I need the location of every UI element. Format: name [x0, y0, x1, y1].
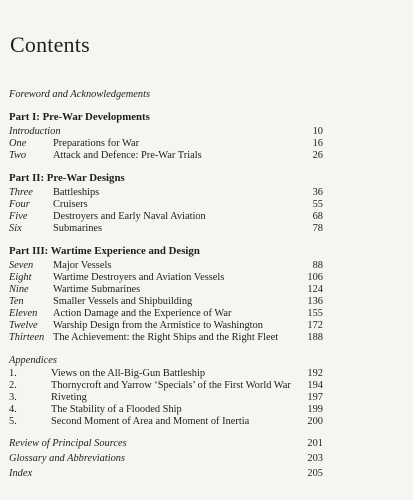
toc-entry [9, 150, 323, 162]
chapter-number: Eight [9, 272, 32, 283]
page-number: 205 [307, 468, 323, 479]
toc-entry [9, 272, 323, 284]
toc-entry [9, 332, 323, 344]
chapter-number: Thirteen [9, 332, 45, 343]
page-number: 192 [307, 368, 323, 379]
chapter-number: One [9, 138, 27, 149]
page-number: 78 [312, 223, 323, 234]
entry-title: Destroyers and Early Naval Aviation [53, 211, 206, 222]
toc-entry [9, 211, 323, 223]
page-number: 16 [312, 138, 323, 149]
page-number: 10 [312, 126, 323, 137]
entry-title: Attack and Defence: Pre-War Trials [53, 150, 202, 161]
appendices-heading: Appendices [9, 355, 57, 366]
entry-title: Index [9, 468, 33, 479]
toc-entry [9, 453, 323, 465]
toc-entry [9, 296, 323, 308]
page-number: 26 [312, 150, 323, 161]
entry-title: Wartime Destroyers and Aviation Vessels [53, 272, 225, 283]
page-number: 172 [307, 320, 323, 331]
entry-title: Battleships [53, 187, 100, 198]
entry-title: Warship Design from the Armistice to Washington [53, 320, 263, 331]
toc-entry [9, 260, 323, 272]
appendix-number: 1. [9, 368, 17, 379]
chapter-number: Five [9, 211, 28, 222]
toc-entry [9, 404, 323, 416]
entry-title: Riveting [51, 392, 87, 403]
chapter-number: Three [9, 187, 33, 198]
page-number: 201 [307, 438, 323, 449]
entry-title: Action Damage and the Experience of War [53, 308, 232, 319]
toc-entry [9, 392, 323, 404]
page-number: 194 [307, 380, 323, 391]
appendix-number: 5. [9, 416, 17, 427]
chapter-number: Nine [9, 284, 29, 295]
chapter-number: Seven [9, 260, 34, 271]
entry-title: Major Vessels [53, 260, 112, 271]
page-number: 88 [312, 260, 323, 271]
appendix-number: 4. [9, 404, 17, 415]
page-number: 188 [307, 332, 323, 343]
page-number: 106 [307, 272, 323, 283]
toc-entry [9, 284, 323, 296]
page-number: 55 [312, 199, 323, 210]
entry-title: Introduction [9, 126, 61, 137]
entry-title: Smaller Vessels and Shipbuilding [53, 296, 193, 307]
entry-title: Preparations for War [53, 138, 140, 149]
entry-title: The Stability of a Flooded Ship [51, 404, 182, 415]
appendix-number: 3. [9, 392, 17, 403]
page-number: 203 [307, 453, 323, 464]
page-number: 124 [307, 284, 323, 295]
page-number: 200 [307, 416, 323, 427]
page-number: 199 [307, 404, 323, 415]
entry-title: The Achievement: the Right Ships and the Right Fleet [53, 332, 279, 343]
page-number: 136 [307, 296, 323, 307]
toc-entry [9, 308, 323, 320]
toc-entry [9, 468, 323, 480]
entry-title: Thornycroft and Yarrow ‘Specials’ of the First World War [51, 380, 291, 391]
chapter-number: Two [9, 150, 27, 161]
entry-title: Glossary and Abbreviations [9, 453, 126, 464]
toc-entry [9, 438, 323, 450]
chapter-number: Four [9, 199, 30, 210]
part-heading: Part I: Pre-War Developments [9, 111, 150, 123]
entry-title: Submarines [53, 223, 103, 234]
page-number: 68 [312, 211, 323, 222]
toc-entry [9, 320, 323, 332]
part-heading: Part II: Pre-War Designs [9, 172, 125, 184]
toc-entry [9, 223, 323, 235]
page-number: 155 [307, 308, 323, 319]
page-title: Contents [10, 32, 90, 57]
foreword-entry [9, 89, 315, 101]
toc-entry [9, 368, 323, 380]
toc-entry [9, 416, 323, 428]
page-number: 197 [307, 392, 323, 403]
toc-entry [9, 126, 323, 138]
toc-entry [9, 187, 323, 199]
entry-title: Cruisers [53, 199, 88, 210]
appendix-number: 2. [9, 380, 17, 391]
entry-title: Views on the All-Big-Gun Battleship [51, 368, 206, 379]
chapter-number: Six [9, 223, 22, 234]
chapter-number: Ten [9, 296, 24, 307]
chapter-number: Twelve [9, 320, 38, 331]
toc-entry [9, 199, 323, 211]
toc-entry [9, 380, 323, 392]
entry-title: Second Moment of Area and Moment of Inertia [51, 416, 250, 427]
toc-entry [9, 138, 323, 150]
page-number: 36 [312, 187, 323, 198]
chapter-number: Eleven [9, 308, 38, 319]
part-heading: Part III: Wartime Experience and Design [9, 245, 200, 257]
entry-title: Foreword and Acknowledgements [9, 89, 151, 100]
entry-title: Wartime Submarines [53, 284, 141, 295]
entry-title: Review of Principal Sources [9, 438, 127, 449]
